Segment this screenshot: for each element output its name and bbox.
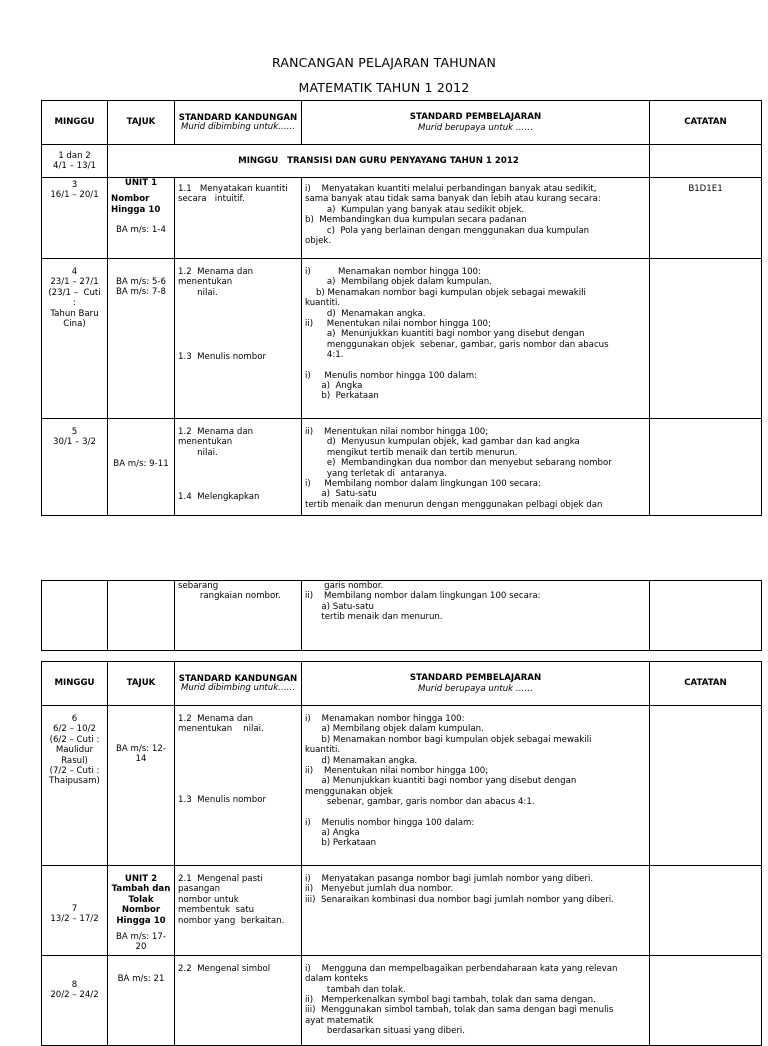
sk-line: nilai. [178,287,218,298]
sp-line: a) Angka [305,381,363,392]
cell-sk [175,706,302,866]
sp-line: ii) Menentukan nilai nombor hingga 100; [305,319,491,330]
unit-line: Hingga 10 [116,915,166,926]
header-standard-pembelajaran [302,662,650,706]
row-week-6 [42,706,762,866]
cell-minggu [42,259,108,419]
cell-sp [302,259,650,419]
sp-line: kuantiti. [305,298,341,309]
row-week-3 [42,178,762,259]
sp-gap [305,808,646,818]
sk-line: sebarang [178,581,219,591]
header-standard-pembelajaran [302,101,650,145]
plan-table-continuation [41,580,762,651]
row-continuation [42,581,762,651]
cell-catatan: B1D1E1 [650,178,762,259]
sk-line: 1.2 Menama dan [178,714,254,724]
sp-line: a) Membilang objek dalam kumpulan. [305,724,484,735]
sp-line: 4:1. [305,350,344,361]
ba-label: BA m/s: 7-8 [116,287,166,298]
ba-label: BA m/s: 1-4 [116,225,166,236]
sp-line: yang terletak di antaranya. [305,468,448,479]
sk-line: nilai. [178,447,218,458]
sp-line: d) Menamakan angka. [305,755,418,766]
sp-line: objek. [305,236,332,247]
cell-catatan [650,145,762,178]
document-title: RANCANGAN PELAJARAN TAHUNAN [272,55,496,70]
sp-line: b) Menamakan nombor bagi kumpulan objek sebagai mewakili [305,287,586,298]
sp-line: iii) Senaraikan kombinasi dua nombor bagi jumlah nombor yang diberi. [305,894,614,905]
cell-sp [302,706,650,866]
cell-tajuk [108,419,175,516]
sp-line: iii) Menggunakan simbol tambah, tolak dan sama dengan bagi menulis [305,1005,614,1016]
sp-line: garis nombor. [305,581,384,591]
header-tajuk: TAJUK [108,101,175,145]
sp-line: menggunakan objek [305,786,393,797]
header-minggu: MINGGU [42,662,108,706]
sp-gap [305,361,646,371]
cell-tajuk [108,178,175,259]
minggu-line: (6/2 – Cuti : [49,734,100,745]
unit-line: Tolak Nombor [121,894,161,916]
sp-line: b) Perkataan [305,391,379,402]
header-catatan: CATATAN [650,662,762,706]
sp-line: a) Menunjukkan kuantiti bagi nombor yang disebut dengan [305,329,585,340]
sk-line: 2.2 Mengenal simbol [178,963,271,974]
cell-minggu [42,178,108,259]
header-minggu: MINGGU [42,101,108,145]
sp-line: i) Menamakan nombor hingga 100: [305,714,465,724]
minggu-line: 8 [71,979,78,990]
header-sp-sub: Murid berupaya untuk …… [417,122,534,133]
ba-label: BA m/s: 5-6 [116,277,166,287]
minggu-line: Rasul) [61,755,88,766]
sp-line: i) Menyatakan pasanga nombor bagi jumlah nombor yang diberi. [305,874,594,884]
cell-catatan [650,866,762,956]
cell-sk [175,866,302,956]
sp-line: d) Menyusun kumpulan objek, kad gambar dan kad angka [305,437,580,448]
sk-line: secara intuitif. [178,194,245,205]
sk-line: membentuk satu [178,905,255,916]
sp-line: a) Angka [305,828,360,839]
header-catatan: CATATAN [650,101,762,145]
transisi-text: MINGGU TRANSISI DAN GURU PENYAYANG TAHUN 1 2012 [238,155,519,166]
sp-line: ii) Membilang nombor dalam lingkungan 100 secara: [305,591,541,602]
header-sp-label: STANDARD PEMBELAJARAN [409,673,542,684]
cell-sp [302,866,650,956]
sp-line: a) Satu-satu [305,601,374,612]
minggu-line: 6 [71,714,78,724]
cell-minggu [42,419,108,516]
sk-line: 1.3 Menulis nombor [178,794,267,805]
cell-sk [175,178,302,259]
row-week-4 [42,259,762,419]
sp-line: i) Mengguna dan mempelbagaikan perbendaharaan kata yang relevan [305,963,618,974]
unit-label: UNIT 1 [124,178,158,188]
cell-catatan [650,419,762,516]
sp-line: a) Menunjukkan kuantiti bagi nombor yang disebut dengan [305,776,577,787]
sp-line: ii) Memperkenalkan symbol bagi tambah, tolak dan sama dengan. [305,995,596,1006]
minggu-line: 1 dan 2 [58,150,91,161]
sp-line: sama banyak atau tidak sama banyak dan lebih atau kurang secara: [305,194,601,205]
header-sp-label: STANDARD PEMBELAJARAN [409,112,542,123]
minggu-line: 7 [71,904,78,914]
sk-line: pasangan [178,884,221,895]
row-week-1-2 [42,145,762,178]
row-week-7 [42,866,762,956]
minggu-line: 23/1 – 27/1 [50,277,99,288]
sp-line: tertib menaik dan menurun dengan menggunakan pelbagi objek dan [305,499,603,510]
minggu-line: 3 [71,180,78,190]
ba-label: BA m/s: 9-11 [113,459,169,469]
sp-line: d) Menamakan angka. [305,308,426,319]
tajuk-line: Nombor [111,194,150,205]
sp-line: i) Menyatakan kuantiti melalui perbandingan banyak atau sedikit, [305,184,597,194]
sk-line: 1.2 Menama dan [178,267,254,277]
cell-sk [175,955,302,1045]
sk-line: 1.1 Menyatakan kuantiti [178,184,288,194]
cell-sp [302,178,650,259]
sp-line: menggunakan objek sebenar, gambar, garis nombor dan abacus [305,339,609,350]
minggu-line: (7/2 – Cuti : [49,766,100,777]
minggu-line: Maulidur [55,745,94,756]
minggu-line: 4 [71,267,78,277]
cell-sp [302,419,650,516]
cell-catatan [650,581,762,651]
cell-catatan [650,706,762,866]
header-sk-label: STANDARD KANDUNGAN [178,673,298,684]
cell-transisi [108,145,650,178]
row-week-8 [42,955,762,1045]
sp-line: b) Perkataan [305,838,377,849]
row-week-5 [42,419,762,516]
sk-line: nombor yang berkaitan. [178,915,285,926]
sp-line: berdasarkan situasi yang diberi. [305,1026,466,1037]
sp-line: kuantiti. [305,745,341,756]
sp-line: ii) Menentukan nilai nombor hingga 100; [305,427,489,437]
minggu-line: 20/2 – 24/2 [50,990,99,1001]
minggu-line: : [73,298,76,309]
cell-sp [302,955,650,1045]
cell-minggu [42,145,108,178]
sp-line: e) Membandingkan dua nombor dan menyebut sebarang nombor [305,458,612,469]
sp-line: b) Membandingkan dua kumpulan secara padanan [305,215,527,226]
cell-minggu [42,581,108,651]
unit-line: Tambah dan [111,884,171,895]
cell-minggu [42,706,108,866]
header-sk-label: STANDARD KANDUNGAN [178,112,298,123]
minggu-line: 16/1 – 20/1 [50,190,99,201]
sp-line: i) Menamakan nombor hingga 100: [305,267,481,277]
cell-tajuk [108,866,175,956]
minggu-line: Thaipusam) [49,776,100,787]
cell-catatan [650,259,762,419]
cell-sk [175,581,302,651]
tajuk-line: Hingga 10 [111,204,161,215]
cell-sk [175,259,302,419]
sp-line: ii) Menyebut jumlah dua nombor. [305,884,454,895]
minggu-line: Cina) [63,319,86,330]
sk-line: 1.4 Melengkapkan [178,492,260,503]
minggu-line: 4/1 – 13/1 [53,161,96,171]
minggu-line: 30/1 – 3/2 [53,437,96,448]
cell-sk [175,419,302,516]
sp-line: tertib menaik dan menurun. [305,612,443,623]
plan-table-1 [41,100,762,516]
sp-line: ii) Menentukan nilai nombor hingga 100; [305,766,489,777]
cell-tajuk [108,259,175,419]
header-row [42,101,762,145]
sk-line: 1.3 Menulis nombor [178,352,267,363]
cell-catatan [650,955,762,1045]
sk-line: rangkaian nombor. [178,591,281,602]
minggu-line: 6/2 – 10/2 [53,724,96,735]
sk-line: nombor untuk [178,894,239,905]
cell-minggu [42,866,108,956]
sp-line: mengikut tertib menaik dan tertib menurun. [305,447,518,458]
minggu-line: 5 [71,427,78,437]
sk-line: menentukan [178,277,233,288]
sk-line: 2.1 Mengenal pasti [178,874,263,884]
sp-line: a) Membilang objek dalam kumpulan. [305,277,492,288]
sp-line: i) Menulis nombor hingga 100 dalam: [305,370,477,381]
header-standard-kandungan [175,662,302,706]
cell-minggu [42,955,108,1045]
ba-label: BA m/s: 21 [117,973,165,984]
minggu-line: Tahun Baru [50,308,99,319]
minggu-line: 13/2 – 17/2 [50,914,99,925]
header-sk-sub: Murid dibimbing untuk…... [181,682,295,693]
cell-sp [302,581,650,651]
sp-line: ayat matematik [305,1015,374,1026]
header-tajuk: TAJUK [108,662,175,706]
sp-line: b) Menamakan nombor bagi kumpulan objek sebagai mewakili [305,734,592,745]
sk-line: menentukan nilai. [178,724,264,735]
sp-line: a) Kumpulan yang banyak atau sedikit objek. [305,204,525,215]
sp-line: tambah dan tolak. [305,984,406,995]
cell-tajuk [108,581,175,651]
sp-line: sebenar, gambar, garis nombor dan abacus 4:1. [305,797,535,808]
sk-line: 1.2 Menama dan [178,427,254,437]
minggu-line: (23/1 – Cuti [48,287,101,298]
sp-line: i) Menulis nombor hingga 100 dalam: [305,817,475,828]
sp-line: c) Pola yang berlainan dengan menggunakan dua kumpulan [305,225,590,236]
header-sp-sub: Murid berupaya untuk …… [417,683,534,694]
sp-line: i) Membilang nombor dalam lingkungan 100 secara: [305,479,541,490]
ba-label: BA m/s: 12-14 [116,744,166,765]
header-sk-sub: Murid dibimbing untuk…... [181,121,295,132]
cell-tajuk [108,706,175,866]
header-row [42,662,762,706]
plan-table-2 [41,661,762,1046]
sp-line: a) Satu-satu [305,489,377,500]
document-subtitle: MATEMATIK TAHUN 1 2012 [298,80,470,95]
sp-line: dalam konteks [305,974,368,985]
unit-line: UNIT 2 [124,874,158,884]
header-standard-kandungan [175,101,302,145]
cell-tajuk [108,955,175,1045]
ba-label: BA m/s: 17-20 [116,932,166,953]
sk-line: menentukan [178,437,233,448]
